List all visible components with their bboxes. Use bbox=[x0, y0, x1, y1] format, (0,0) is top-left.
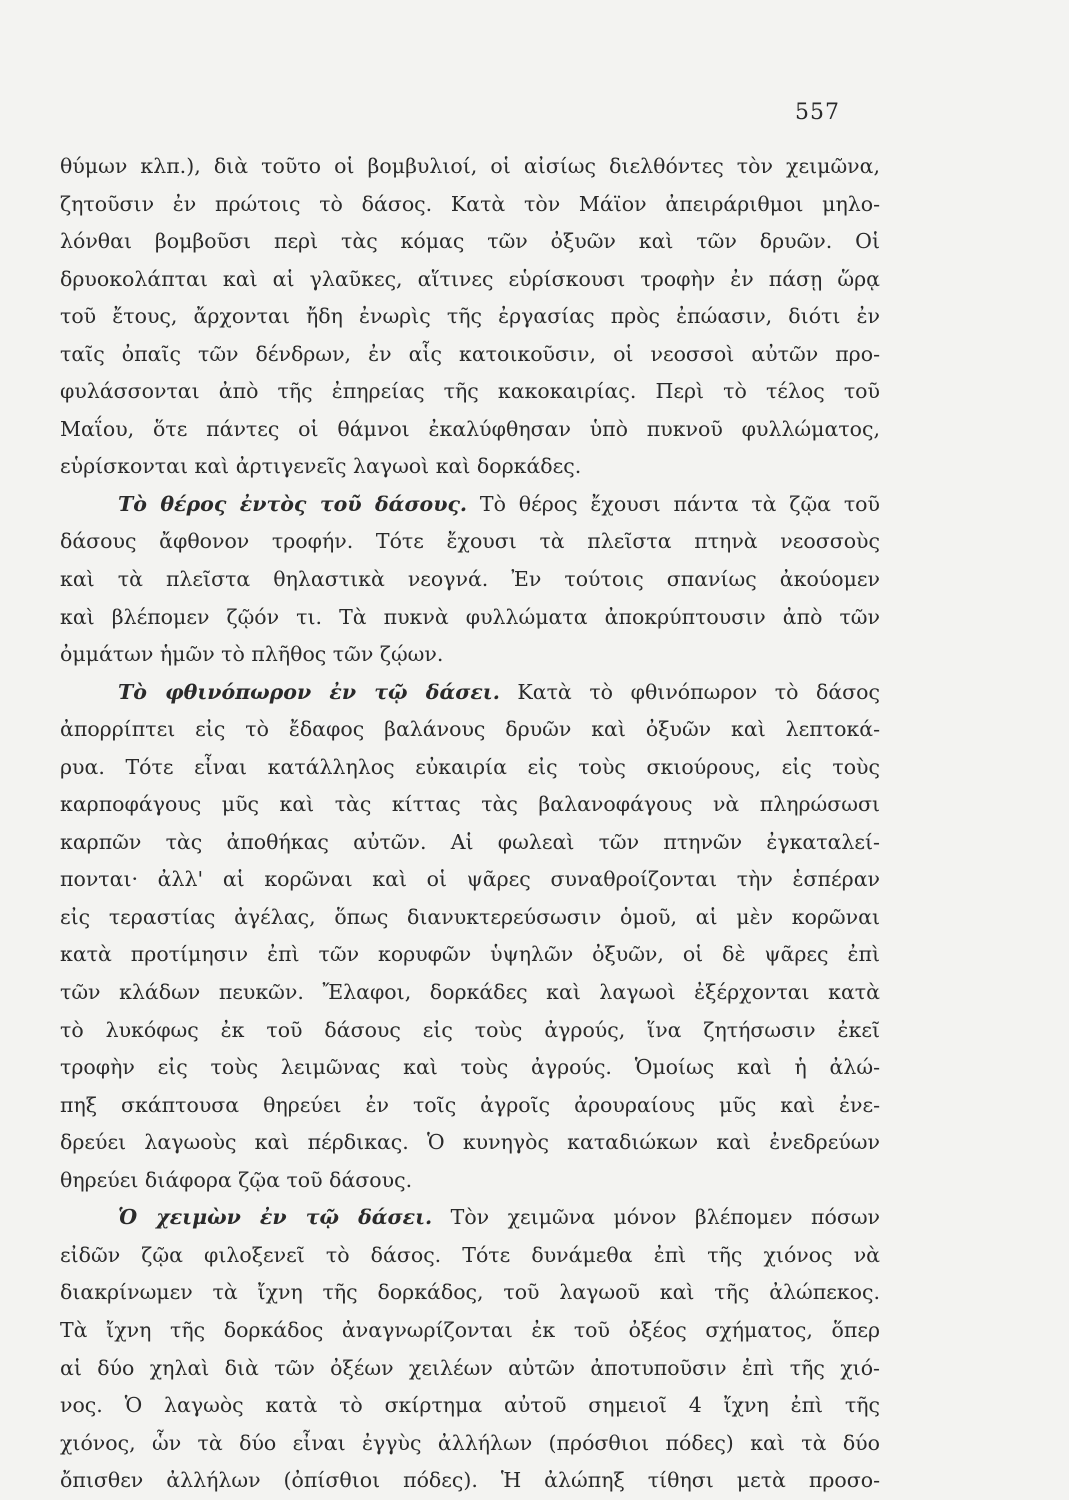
section-heading-line bbox=[60, 674, 880, 712]
line-text: πηξ σκάπτουσα θηρεύει ἐν τοῖς ἀγροῖς ἀρουραίους μῦς καὶ ἐνε- bbox=[60, 1092, 880, 1117]
text-line bbox=[60, 749, 880, 787]
line-text: καὶ βλέπομεν ζῷόν τι. Τὰ πυκνὰ φυλλώματα ἀποκρύπτουσιν ἀπὸ τῶν bbox=[60, 604, 880, 629]
text-line bbox=[60, 561, 880, 599]
line-text: τροφὴν εἰς τοὺς λειμῶνας καὶ τοὺς ἀγρούς. Ὁμοίως καὶ ἡ ἀλώ- bbox=[60, 1055, 880, 1080]
text-line bbox=[60, 148, 880, 186]
text-line bbox=[60, 711, 880, 749]
text-line bbox=[60, 523, 880, 561]
text-line bbox=[60, 411, 880, 449]
line-text: χιόνος, ὧν τὰ δύο εἶναι ἐγγὺς ἀλλήλων (πρόσθιοι πόδες) καὶ τὰ δύο bbox=[60, 1430, 880, 1455]
line-text: τοῦ ἔτους, ἄρχονται ἤδη ἐνωρὶς τῆς ἐργασίας πρὸς ἐπώασιν, διότι ἐν bbox=[60, 304, 880, 329]
text-line bbox=[60, 1237, 880, 1275]
text-line bbox=[60, 1049, 880, 1087]
line-text: Μαΐου, ὅτε πάντες οἱ θάμνοι ἐκαλύφθησαν ὑπὸ πυκνοῦ φυλλώματος, bbox=[60, 416, 880, 441]
line-text: εἰς τεραστίας ἀγέλας, ὅπως διανυκτερεύσωσιν ὁμοῦ, αἱ μὲν κορῶναι bbox=[60, 904, 880, 929]
text-line bbox=[60, 1350, 880, 1388]
text-line bbox=[60, 1012, 880, 1050]
line-text: λόνθαι βομβοῦσι περὶ τὰς κόμας τῶν ὀξυῶν καὶ τῶν δρυῶν. Οἱ bbox=[60, 229, 880, 254]
line-text: κατὰ προτίμησιν ἐπὶ τῶν κορυφῶν ὑψηλῶν ὀξυῶν, οἱ δὲ ψᾶρες ἐπὶ bbox=[60, 942, 880, 967]
text-line bbox=[60, 261, 880, 299]
line-text: νος. Ὁ λαγωὸς κατὰ τὸ σκίρτημα αὐτοῦ σημειοῖ 4 ἴχνη ἐπὶ τῆς bbox=[60, 1393, 880, 1418]
line-text: ὄπισθεν ἀλλήλων (ὀπίσθιοι πόδες). Ἡ ἀλώπηξ τίθησι μετὰ προσο- bbox=[60, 1468, 880, 1493]
text-line bbox=[60, 899, 880, 937]
text-line bbox=[60, 824, 880, 862]
text-line bbox=[60, 636, 880, 674]
line-text: φυλάσσονται ἀπὸ τῆς ἐπηρείας τῆς κακοκαιρίας. Περὶ τὸ τέλος τοῦ bbox=[60, 379, 880, 404]
line-text: ζητοῦσιν ἐν πρώτοις τὸ δάσος. Κατὰ τὸν Μάϊον ἀπειράριθμοι μηλο- bbox=[60, 191, 880, 216]
text-line bbox=[60, 373, 880, 411]
text-line bbox=[60, 1425, 880, 1463]
section-heading: Τὸ θέρος ἐντὸς τοῦ δάσους. bbox=[118, 491, 468, 516]
text-line bbox=[60, 861, 880, 899]
line-text: δάσους ἄφθονον τροφήν. Τότε ἔχουσι τὰ πλεῖστα πτηνὰ νεοσσοὺς bbox=[60, 529, 880, 554]
line-text: εἰδῶν ζῷα φιλοξενεῖ τὸ δάσος. Τότε δυνάμεθα ἐπὶ τῆς χιόνος νὰ bbox=[60, 1242, 880, 1267]
line-text: τῶν κλάδων πευκῶν. Ἔλαφοι, δορκάδες καὶ λαγωοὶ ἐξέρχονται κατὰ bbox=[60, 980, 880, 1005]
line-text: Τὸν χειμῶνα μόνον βλέπομεν πόσων bbox=[432, 1205, 880, 1230]
text-line bbox=[60, 1312, 880, 1350]
line-text: δρυοκολάπται καὶ αἱ γλαῦκες, αἵτινες εὑρίσκουσι τροφὴν ἐν πάσῃ ὥρᾳ bbox=[60, 266, 880, 291]
line-text: εὑρίσκονται καὶ ἀρτιγενεῖς λαγωοὶ καὶ δορκάδες. bbox=[60, 454, 582, 479]
line-text: διακρίνωμεν τὰ ἴχνη τῆς δορκάδος, τοῦ λαγωοῦ καὶ τῆς ἀλώπεκος. bbox=[60, 1280, 880, 1305]
text-line bbox=[60, 1387, 880, 1425]
line-text: Τὰ ἴχνη τῆς δορκάδος ἀναγνωρίζονται ἐκ τοῦ ὀξέος σχήματος, ὅπερ bbox=[60, 1317, 880, 1342]
text-line bbox=[60, 599, 880, 637]
section-heading-line bbox=[60, 1199, 880, 1237]
text-line bbox=[60, 1274, 880, 1312]
line-text: Κατὰ τὸ φθινόπωρον τὸ δάσος bbox=[499, 679, 880, 704]
section-heading-line bbox=[60, 486, 880, 524]
text-line bbox=[60, 1462, 880, 1500]
section-heading: Τὸ φθινόπωρον ἐν τῷ δάσει. bbox=[118, 679, 500, 704]
line-text: πονται· ἀλλ' αἱ κορῶναι καὶ οἱ ψᾶρες συναθροίζονται τὴν ἑσπέραν bbox=[60, 867, 880, 892]
text-line bbox=[60, 974, 880, 1012]
line-text: ρυα. Τότε εἶναι κατάλληλος εὐκαιρία εἰς τοὺς σκιούρους, εἰς τοὺς bbox=[60, 754, 880, 779]
line-text: Τὸ θέρος ἔχουσι πάντα τὰ ζῷα τοῦ bbox=[467, 491, 880, 516]
line-text: τὸ λυκόφως ἐκ τοῦ δάσους εἰς τοὺς ἀγρούς, ἵνα ζητήσωσιν ἐκεῖ bbox=[60, 1017, 880, 1042]
text-line bbox=[60, 186, 880, 224]
text-line bbox=[60, 1087, 880, 1125]
text-line bbox=[60, 1162, 880, 1200]
line-text: αἱ δύο χηλαὶ διὰ τῶν ὀξέων χειλέων αὐτῶν ἀποτυποῦσιν ἐπὶ τῆς χιό- bbox=[60, 1355, 880, 1380]
text-line bbox=[60, 298, 880, 336]
line-text: ἀπορρίπτει εἰς τὸ ἔδαφος βαλάνους δρυῶν καὶ ὀξυῶν καὶ λεπτοκά- bbox=[60, 717, 880, 742]
text-line bbox=[60, 786, 880, 824]
text-line bbox=[60, 448, 880, 486]
line-text: καὶ τὰ πλεῖστα θηλαστικὰ νεογνά. Ἐν τούτοις σπανίως ἀκούομεν bbox=[60, 567, 880, 592]
text-line bbox=[60, 936, 880, 974]
line-text: θύμων κλπ.), διὰ τοῦτο οἱ βομβυλιοί, οἱ αἰσίως διελθόντες τὸν χειμῶνα, bbox=[60, 154, 880, 178]
text-line bbox=[60, 1124, 880, 1162]
line-text: καρποφάγους μῦς καὶ τὰς κίττας τὰς βαλανοφάγους νὰ πληρώσωσι bbox=[60, 792, 880, 817]
line-text: ὀμμάτων ἡμῶν τὸ πλῆθος τῶν ζῴων. bbox=[60, 642, 444, 667]
line-text: ταῖς ὀπαῖς τῶν δένδρων, ἐν αἷς κατοικοῦσιν, οἱ νεοσσοὶ αὐτῶν προ- bbox=[60, 341, 880, 366]
text-line bbox=[60, 223, 880, 261]
body-text bbox=[60, 148, 880, 1500]
section-heading: Ὁ χειμὼν ἐν τῷ δάσει. bbox=[118, 1205, 433, 1230]
text-line bbox=[60, 336, 880, 374]
page-number: 557 bbox=[795, 100, 840, 125]
line-text: θηρεύει διάφορα ζῷα τοῦ δάσους. bbox=[60, 1167, 413, 1192]
line-text: δρεύει λαγωοὺς καὶ πέρδικας. Ὁ κυνηγὸς καταδιώκων καὶ ἐνεδρεύων bbox=[60, 1130, 880, 1155]
line-text: καρπῶν τὰς ἀποθήκας αὐτῶν. Αἱ φωλεαὶ τῶν πτηνῶν ἐγκαταλεί- bbox=[60, 829, 880, 854]
